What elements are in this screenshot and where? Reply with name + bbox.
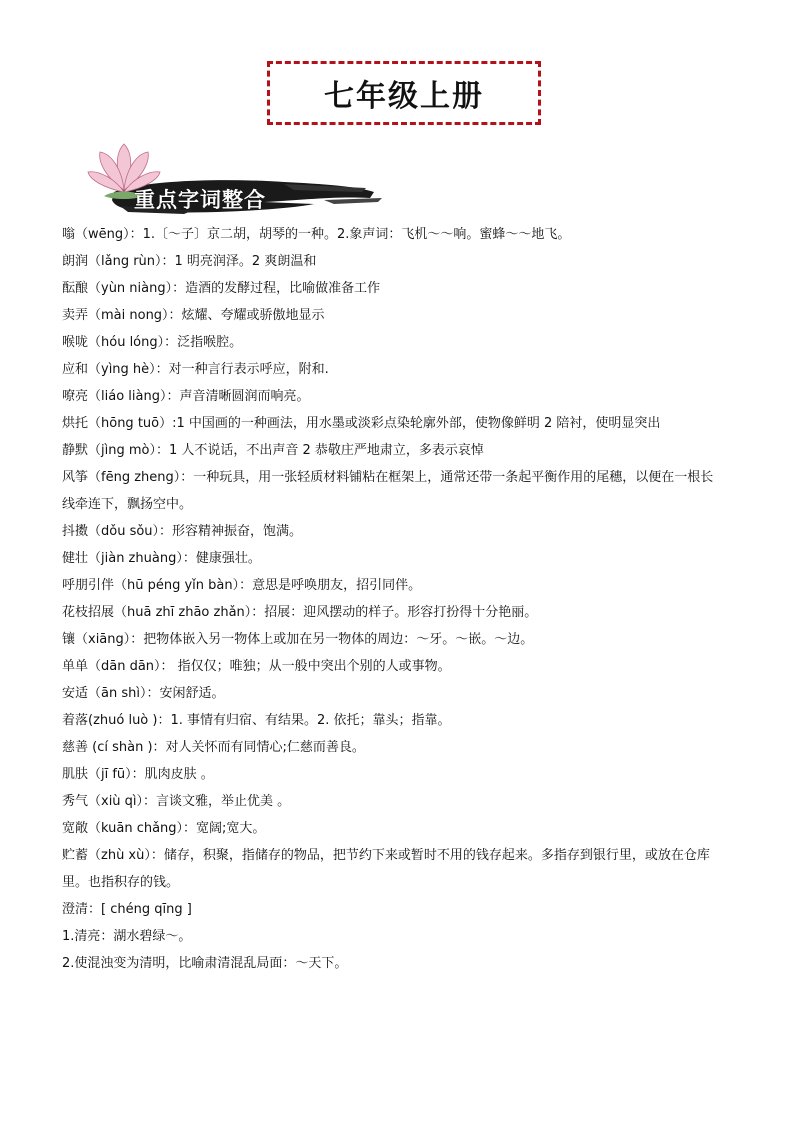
list-item: 嘹亮（liáo liàng）：声音清晰圆润而响亮。 [62,389,310,404]
word-list [62,221,724,977]
section-header [84,140,384,220]
list-item: 酝酿（yùn niàng）：造酒的发酵过程，比喻做准备工作 [62,281,381,296]
page-title: 七年级上册 [324,79,484,114]
list-item: 抖擞（dǒu sǒu）：形容精神振奋，饱满。 [62,524,303,539]
list-item: 花枝招展（huā zhī zhāo zhǎn）：招展：迎风摆动的样子。形容打扮得十分艳丽。 [62,605,538,620]
list-item: 着落(zhuó luò )：1. 事情有归宿、有结果。2. 依托；靠头；指靠。 [62,713,451,728]
section-title: 重点字词整合 [134,188,266,212]
list-item: 单单（dān dān）： 指仅仅；唯独；从一般中突出个别的人或事物。 [62,659,451,674]
list-item: 慈善 (cí shàn )：对人关怀而有同情心;仁慈而善良。 [62,740,365,755]
list-item: 肌肤（jī fū）：肌肉皮肤 。 [62,767,214,782]
list-item: 健壮（jiàn zhuàng）：健康强壮。 [62,551,261,566]
list-item: 1.清亮：湖水碧绿～。 [62,929,192,944]
list-item: 贮蓄（zhù xù）：储存，积聚，指储存的物品，把节约下来或暂时不用的钱存起来。多指存到银行里，或放在仓库里。也指积存的钱。 [62,848,710,890]
list-item: 朗润（lǎng rùn）：1 明亮润泽。2 爽朗温和 [62,254,317,269]
list-item: 澄清：[ chéng qīng ] [62,902,192,917]
list-item: 喉咙（hóu lóng）：泛指喉腔。 [62,335,243,350]
list-item: 嗡（wēng）：1.〔～子〕京二胡，胡琴的一种。2.象声词：飞机～～响。蜜蜂～～地飞。 [62,227,571,242]
list-item: 静默（jìng mò）：1 人不说话，不出声音 2 恭敬庄严地肃立，多表示哀悼 [62,443,484,458]
list-item: 风筝（fēng zheng）：一种玩具，用一张轻质材料铺粘在框架上，通常还带一条起平衡作用的尾穗，以便在一根长线牵连下，飘扬空中。 [62,470,714,512]
list-item: 应和（yìng hè）：对一种言行表示呼应，附和. [62,362,329,377]
title-frame [267,61,541,125]
list-item: 秀气（xiù qì）：言谈文雅，举止优美 。 [62,794,291,809]
list-item: 2.使混浊变为清明，比喻肃清混乱局面：～天下。 [62,956,348,971]
list-item: 宽敞（kuān chǎng）：宽阔;宽大。 [62,821,266,836]
list-item: 卖弄（mài nong）：炫耀、夸耀或骄傲地显示 [62,308,325,323]
list-item: 安适（ān shì）：安闲舒适。 [62,686,225,701]
list-item: 镶（xiāng）：把物体嵌入另一物体上或加在另一物体的周边：～牙。～嵌。～边。 [62,632,534,647]
list-item: 烘托（hōng tuō）:1 中国画的一种画法，用水墨或淡彩点染轮廓外部，使物像鲜明 2 陪衬，使明显突出 [62,416,661,431]
list-item: 呼朋引伴（hū péng yǐn bàn）：意思是呼唤朋友，招引同伴。 [62,578,422,593]
